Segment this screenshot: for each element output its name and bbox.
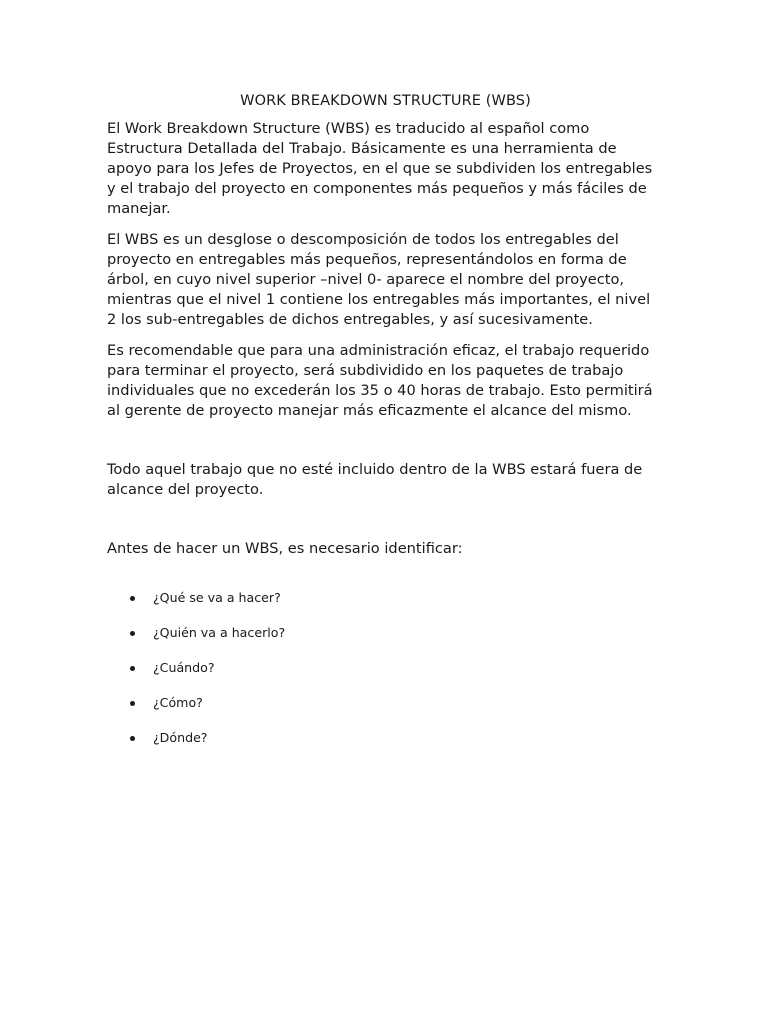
list-item — [107, 624, 664, 659]
paragraph-work-packages: Es recomendable que para una administración eficaz, el trabajo requerido para terminar el proyecto, será subdividido en los paquetes de trabajo individuales que no excederán los 35 o 40 horas de trabajo. Esto permitirá al gerente de proyecto manejar más eficazmente el alcance del mismo. — [107, 342, 653, 419]
document-title: WORK BREAKDOWN STRUCTURE (WBS) — [240, 93, 531, 109]
paragraph-before-wbs: Antes de hacer un WBS, es necesario identificar: — [107, 540, 463, 557]
question-when: ¿Cuándo? — [153, 660, 215, 675]
bullet-icon — [130, 596, 135, 601]
bullet-icon — [130, 736, 135, 741]
list-item — [107, 729, 664, 764]
question-who: ¿Quién va a hacerlo? — [153, 625, 286, 640]
list-item — [107, 694, 664, 729]
list-item — [107, 659, 664, 694]
paragraph-breakdown: El WBS es un desglose o descomposición de todos los entregables del proyecto en entregables más pequeños, representándolos en forma de árbol, en cuyo nivel superior –nivel 0- aparece el nombre del proyecto, mientras que el nivel 1 contiene los entregables más importantes, el nivel 2 los sub-entregables de dichos entregables, y así sucesivamente. — [107, 231, 651, 328]
paragraph-scope: Todo aquel trabajo que no esté incluido dentro de la WBS estará fuera de alcance del proyecto. — [107, 461, 643, 498]
blank-line — [107, 511, 664, 539]
question-what: ¿Qué se va a hacer? — [153, 590, 281, 605]
list-item — [107, 589, 664, 624]
blank-line — [107, 432, 664, 460]
bullet-icon — [130, 666, 135, 671]
paragraph-intro: El Work Breakdown Structure (WBS) es traducido al español como Estructura Detallada del Trabajo. Básicamente es una herramienta de apoyo para los Jefes de Proyectos, en el que se subdividen los entregables y el trabajo del proyecto en componentes más pequeños y más fáciles de manejar. — [107, 120, 653, 217]
questions-list — [107, 589, 664, 764]
bullet-icon — [130, 631, 135, 636]
bullet-icon — [130, 701, 135, 706]
question-where: ¿Dónde? — [153, 730, 208, 745]
question-how: ¿Cómo? — [153, 695, 203, 710]
